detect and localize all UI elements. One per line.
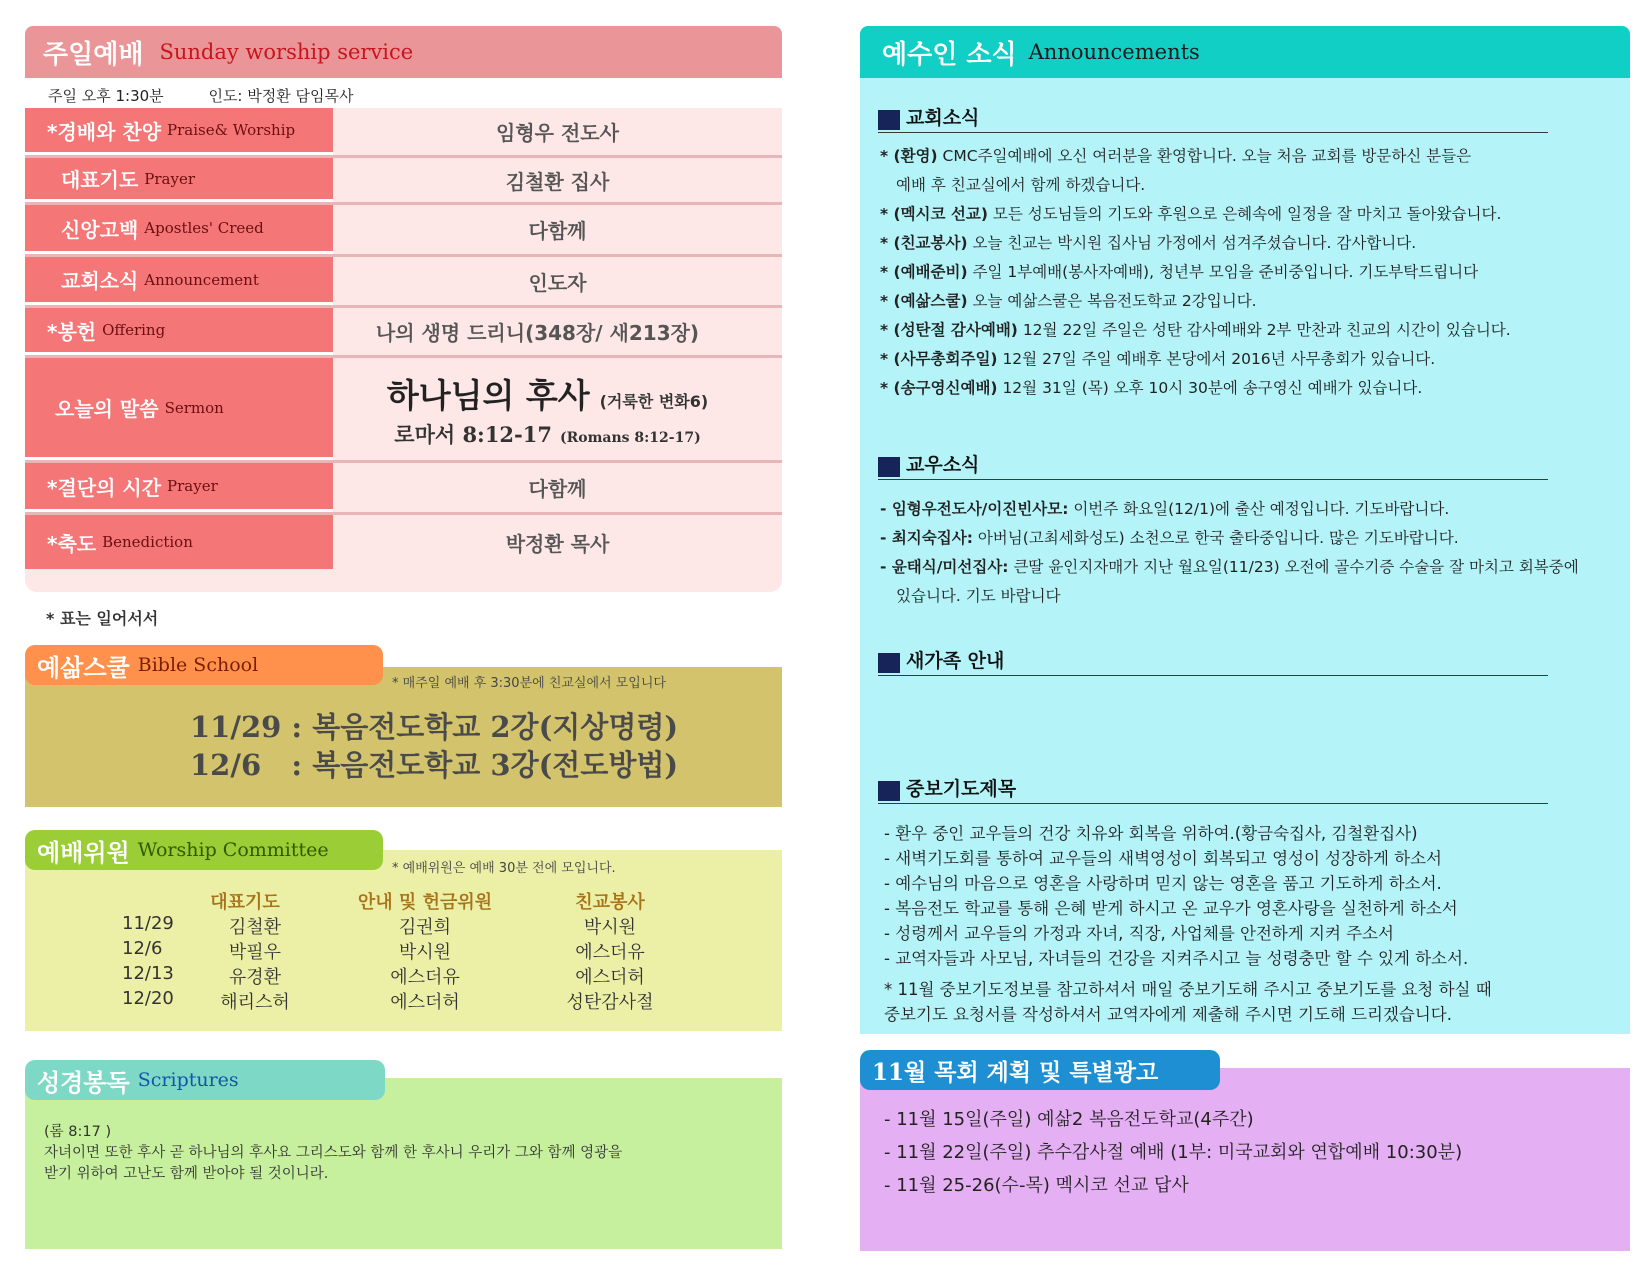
item-tag: * (송구영신예배) xyxy=(880,379,998,397)
item-text: 이번주 화요일(12/1)에 출산 예정입니다. 기도바랍니다. xyxy=(1068,500,1450,518)
church-news-item xyxy=(880,347,1435,369)
order-label-ko: 대표기도 xyxy=(61,168,139,192)
service-leader: 인도: 박정환 담임목사 xyxy=(208,87,354,105)
item-tag: * (환영) xyxy=(880,147,938,165)
order-row xyxy=(25,108,782,158)
order-label xyxy=(25,108,333,155)
order-value: 인도자 xyxy=(528,270,587,295)
committee-header-fellowship: 친교봉사 xyxy=(575,892,645,913)
item-tag: * (예배준비) xyxy=(880,263,968,281)
order-label xyxy=(25,515,333,569)
order-label-ko: *축도 xyxy=(47,531,97,556)
church-news-item xyxy=(896,173,1145,195)
order-label-ko: 신앙고백 xyxy=(61,217,139,242)
order-label xyxy=(25,158,333,202)
church-news-item xyxy=(880,318,1511,340)
section-title: 교회소식 xyxy=(906,107,980,129)
order-label-en: Offering xyxy=(102,321,166,339)
member-news-item xyxy=(880,526,1459,548)
prayer-item: - 새벽기도회를 통하여 교우들의 새벽영성이 회복되고 영성이 성장하게 하소서 xyxy=(884,849,1442,868)
item-tag: - 임형우전도사/이진빈사모: xyxy=(880,500,1069,518)
plan-item: - 11월 25-26(수-목) 멕시코 선교 답사 xyxy=(884,1175,1189,1196)
bible-school-title-en: Bible School xyxy=(137,654,259,676)
order-row xyxy=(25,515,782,569)
committee-date: 12/13 xyxy=(122,963,174,984)
committee-prayer: 해리스허 xyxy=(220,992,290,1013)
bible-school-line: 11/29 : 복음전도학교 2강(지상명령) xyxy=(190,710,679,744)
bible-school-title-ko: 예삶스쿨 xyxy=(37,653,130,682)
committee-fellowship: 박시원 xyxy=(583,917,637,938)
order-value: 임형우 전도사 xyxy=(496,121,619,145)
plan-title: 11월 목회 계획 및 특별광고 xyxy=(872,1058,1159,1086)
committee-usher: 김권희 xyxy=(398,917,452,938)
prayer-item: - 환우 중인 교우들의 건강 치유와 회복을 위하여.(황금숙집사, 김철환집사) xyxy=(884,824,1418,843)
church-news-item xyxy=(880,231,1416,253)
section-new-family xyxy=(878,648,1548,676)
order-row xyxy=(25,463,782,515)
item-text: 12월 31일 (목) 오후 10시 30분에 송구영신 예배가 있습니다. xyxy=(997,379,1423,397)
announcements-header xyxy=(860,26,1630,78)
order-label xyxy=(25,205,333,254)
order-label-ko: 오늘의 말씀 xyxy=(55,397,159,421)
committee-date: 11/29 xyxy=(122,913,174,934)
section-title: 중보기도제목 xyxy=(906,778,1017,800)
item-tag: * (친교봉사) xyxy=(880,234,968,252)
sermon-passage-en: (Romans 8:12-17) xyxy=(559,429,701,446)
item-tag: - 윤태식/미선집사: xyxy=(880,558,1009,576)
order-label-en: Prayer xyxy=(144,169,196,188)
order-label-ko: *경배와 찬양 xyxy=(47,119,162,144)
committee-usher: 에스더유 xyxy=(390,967,460,988)
announcements-title-en: Announcements xyxy=(1028,40,1200,64)
scriptures-tab xyxy=(25,1060,385,1100)
section-member-news xyxy=(878,452,1548,480)
worship-header xyxy=(25,26,782,78)
prayer-note: 중보기도 요청서를 작성하셔서 교역자에게 제출해 주시면 기도해 드리겠습니다. xyxy=(884,1005,1452,1024)
prayer-item: - 교역자들과 사모님, 자녀들의 건강을 지켜주시고 늘 성령충만 할 수 있게 하소서. xyxy=(884,949,1469,968)
item-tag: * (멕시코 선교) xyxy=(880,205,988,223)
bible-school-line: 12/6 : 복음전도학교 3강(전도방법) xyxy=(190,748,679,782)
committee-date: 12/6 xyxy=(122,938,163,959)
order-row xyxy=(25,308,782,358)
item-text: 모든 성도님들의 기도와 후원으로 은혜속에 일정을 잘 마치고 돌아왔습니다. xyxy=(987,205,1502,223)
sermon-title: 하나님의 후사 xyxy=(386,375,590,415)
committee-usher: 박시원 xyxy=(398,942,452,963)
item-text: 아버님(고최세화성도) 소천으로 한국 출타중입니다. 많은 기도바랍니다. xyxy=(972,529,1459,547)
church-news-item xyxy=(880,260,1478,282)
prayer-item: - 예수님의 마음으로 영혼을 사랑하며 믿지 않는 영혼을 품고 기도하게 하소서. xyxy=(884,874,1442,893)
sermon-passage: 로마서 8:12-17 xyxy=(394,421,552,447)
order-value: 김철환 집사 xyxy=(505,169,610,194)
scripture-line: 받기 위하여 고난도 함께 받아야 될 것이니라. xyxy=(44,1166,329,1182)
order-label xyxy=(25,257,333,305)
announcements-title-ko: 예수인 소식 xyxy=(882,39,1017,70)
order-row-sermon xyxy=(25,358,782,463)
worship-title-ko: 주일예배 xyxy=(43,39,144,70)
committee-fellowship: 에스더유 xyxy=(575,942,645,963)
church-news-item xyxy=(880,289,1257,311)
order-label-ko: *결단의 시간 xyxy=(47,475,162,500)
square-bullet-icon xyxy=(878,110,900,130)
committee-tab xyxy=(25,830,383,870)
worship-title-en: Sunday worship service xyxy=(159,40,414,64)
committee-usher: 에스더허 xyxy=(390,992,460,1013)
scripture-ref: (롬 8:17 ) xyxy=(44,1124,112,1140)
item-tag: - 최지숙집사: xyxy=(880,529,973,547)
item-text: 주일 1부예배(봉사자예배), 청년부 모임을 준비중입니다. 기도부탁드립니다 xyxy=(967,263,1479,281)
square-bullet-icon xyxy=(878,653,900,673)
order-row xyxy=(25,158,782,205)
square-bullet-icon xyxy=(878,457,900,477)
section-church-news xyxy=(878,105,1548,133)
sermon-block xyxy=(333,358,782,460)
order-label-en: Prayer xyxy=(167,477,218,495)
bible-school-tab xyxy=(25,645,383,685)
service-info xyxy=(48,85,393,106)
order-value: 박정환 목사 xyxy=(505,531,610,556)
item-tag: * (성탄절 감사예배) xyxy=(880,321,1018,339)
plan-item: - 11월 15일(주일) 예삶2 복음전도학교(4주간) xyxy=(884,1109,1254,1130)
section-title: 교우소식 xyxy=(906,454,980,476)
committee-fellowship: 성탄감사절 xyxy=(566,992,654,1013)
order-label-en: Announcement xyxy=(144,270,259,289)
order-label-en: Sermon xyxy=(164,398,224,417)
standing-note: * 표는 일어서서 xyxy=(46,609,159,628)
plan-tab xyxy=(860,1050,1220,1090)
order-label-en: Benediction xyxy=(102,533,193,551)
item-text: 12월 27일 주일 예배후 본당에서 2016년 사무총회가 있습니다. xyxy=(997,350,1436,368)
committee-note: * 예배위원은 예배 30분 전에 모입니다. xyxy=(392,861,616,876)
scripture-text xyxy=(44,1122,744,1185)
prayer-item: - 성령께서 교우들의 가정과 자녀, 직장, 사업체를 안전하게 지켜 주소서 xyxy=(884,924,1394,943)
scripture-line: 자녀이면 또한 후사 곧 하나님의 후사요 그리스도와 함께 한 후사니 우리가 그와 함께 영광을 xyxy=(44,1145,623,1161)
committee-title-en: Worship Committee xyxy=(137,839,329,861)
bible-school-note: * 매주일 예배 후 3:30분에 친교실에서 모입니다 xyxy=(392,676,666,691)
item-text: 큰딸 윤인지자매가 지난 월요일(11/23) 오전에 골수기증 수술을 잘 마치고 회복중에 xyxy=(1008,558,1579,576)
order-row xyxy=(25,257,782,308)
item-text: 오늘 예삶스쿨은 복음전도학교 2강입니다. xyxy=(967,292,1257,310)
church-news-item xyxy=(880,202,1501,224)
order-value: 다함께 xyxy=(528,477,587,501)
church-news-item xyxy=(880,144,1471,166)
order-label-en: Praise& Worship xyxy=(167,121,296,139)
member-news-item xyxy=(880,555,1579,577)
item-text: CMC주일예배에 오신 여러분을 환영합니다. 오늘 처음 교회를 방문하신 분들은 xyxy=(937,147,1472,165)
order-label-en: Apostles' Creed xyxy=(144,219,264,237)
prayer-note: * 11월 중보기도정보를 참고하셔서 매일 중보기도해 주시고 중보기도를 요청 하실 때 xyxy=(884,980,1492,999)
order-label xyxy=(25,358,333,460)
committee-prayer: 박필우 xyxy=(228,942,282,963)
member-news-item xyxy=(880,497,1449,519)
scriptures-title-en: Scriptures xyxy=(137,1069,239,1091)
church-news-item xyxy=(880,376,1422,398)
item-text: 예배 후 친교실에서 함께 하겠습니다. xyxy=(896,176,1146,194)
item-text: 12월 22일 주일은 성탄 감사예배와 2부 만찬과 친교의 시간이 있습니다. xyxy=(1017,321,1511,339)
committee-fellowship: 에스더허 xyxy=(575,967,645,988)
scriptures-title-ko: 성경봉독 xyxy=(37,1068,130,1097)
committee-header-usher: 안내 및 헌금위원 xyxy=(357,892,493,913)
item-tag: * (사무총회주일) xyxy=(880,350,998,368)
section-title: 새가족 안내 xyxy=(906,650,1005,672)
prayer-item: - 복음전도 학교를 통해 은혜 받게 하시고 온 교우가 영혼사랑을 실천하게 하소서 xyxy=(884,899,1458,918)
committee-header-prayer: 대표기도 xyxy=(210,892,280,913)
service-time: 주일 오후 1:30분 xyxy=(48,87,164,105)
order-value: 나의 생명 드리니(348장/ 새213장) xyxy=(375,321,700,345)
committee-prayer: 김철환 xyxy=(228,917,282,938)
committee-title-ko: 예배위원 xyxy=(37,838,130,867)
order-label-ko: *봉헌 xyxy=(47,319,97,344)
committee-prayer: 유경환 xyxy=(228,967,282,988)
committee-date: 12/20 xyxy=(122,988,174,1009)
plan-item: - 11월 22일(주일) 추수감사절 예배 (1부: 미국교회와 연합예배 10:30분) xyxy=(884,1142,1463,1163)
order-label-ko: 교회소식 xyxy=(61,269,139,293)
sermon-series: (거룩한 변화6) xyxy=(599,391,709,411)
order-row xyxy=(25,205,782,257)
order-value: 다함께 xyxy=(528,219,587,243)
order-label xyxy=(25,463,333,512)
item-text: 오늘 친교는 박시원 집사님 가정에서 섬겨주셨습니다. 감사합니다. xyxy=(967,234,1417,252)
member-news-item xyxy=(896,584,1061,606)
square-bullet-icon xyxy=(878,781,900,801)
order-label xyxy=(25,308,333,355)
item-text: 있습니다. 기도 바랍니다 xyxy=(896,587,1061,605)
section-prayer-requests xyxy=(878,776,1548,804)
item-tag: * (예삶스쿨) xyxy=(880,292,968,310)
order-of-worship xyxy=(25,108,782,592)
